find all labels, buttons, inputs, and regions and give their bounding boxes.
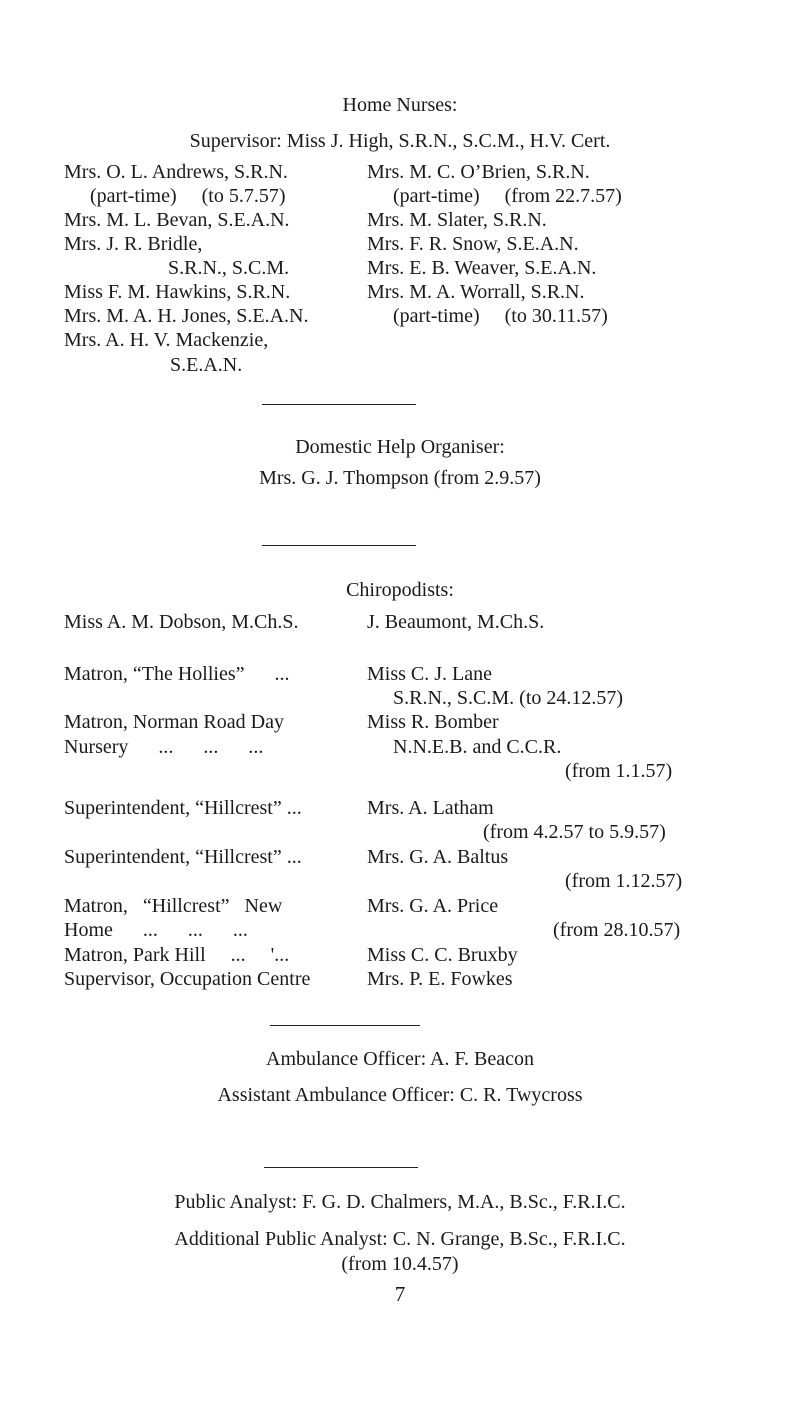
section-divider <box>270 1025 420 1026</box>
post-label: Home ... ... ... <box>64 919 248 941</box>
public-analyst: Public Analyst: F. G. D. Chalmers, M.A., B.Sc., F.R.I.C. <box>174 1191 626 1213</box>
post-holder: Miss R. Bomber <box>367 711 499 733</box>
nurse-line: (part-time) (from 22.7.57) <box>393 185 622 207</box>
additional-public-analyst: Additional Public Analyst: C. N. Grange, B.Sc., F.R.I.C. <box>174 1228 626 1250</box>
post-holder: Miss C. J. Lane <box>367 663 492 685</box>
chiropodist-right: J. Beaumont, M.Ch.S. <box>367 611 545 633</box>
additional-public-analyst-date: (from 10.4.57) <box>341 1253 459 1275</box>
post-label: Matron, Park Hill ... '... <box>64 944 290 966</box>
domestic-help-name: Mrs. G. J. Thompson (from 2.9.57) <box>259 467 541 489</box>
post-label: Matron, Norman Road Day <box>64 711 284 733</box>
post-holder: Mrs. P. E. Fowkes <box>367 968 513 990</box>
post-holder: Mrs. G. A. Price <box>367 895 499 917</box>
nurse-line: Mrs. E. B. Weaver, S.E.A.N. <box>367 257 597 279</box>
section-divider <box>262 404 416 405</box>
nurse-line: S.R.N., S.C.M. <box>168 257 290 279</box>
ambulance-officer: Ambulance Officer: A. F. Beacon <box>266 1048 534 1070</box>
post-holder: (from 1.12.57) <box>565 870 683 892</box>
nurse-line: Mrs. F. R. Snow, S.E.A.N. <box>367 233 579 255</box>
page-number: 7 <box>394 1282 406 1306</box>
nurse-line: Mrs. J. R. Bridle, <box>64 233 203 255</box>
post-holder: (from 4.2.57 to 5.9.57) <box>483 821 666 843</box>
domestic-help-heading: Domestic Help Organiser: <box>295 436 505 458</box>
post-holder: (from 28.10.57) <box>553 919 681 941</box>
nurse-line: Mrs. O. L. Andrews, S.R.N. <box>64 161 288 183</box>
post-label: Nursery ... ... ... <box>64 736 264 758</box>
post-holder: Mrs. G. A. Baltus <box>367 846 509 868</box>
nurse-line: Mrs. M. Slater, S.R.N. <box>367 209 547 231</box>
post-label: Matron, “The Hollies” ... <box>64 663 290 685</box>
nurse-line: Mrs. M. C. O’Brien, S.R.N. <box>367 161 590 183</box>
nurse-line: Miss F. M. Hawkins, S.R.N. <box>64 281 291 303</box>
home-nurses-supervisor: Supervisor: Miss J. High, S.R.N., S.C.M., H.V. Cert. <box>189 130 611 152</box>
home-nurses-heading: Home Nurses: <box>342 94 458 116</box>
nurse-line: Mrs. A. H. V. Mackenzie, <box>64 329 269 351</box>
post-label: Matron, “Hillcrest” New <box>64 895 283 917</box>
section-divider <box>262 545 416 546</box>
post-holder: S.R.N., S.C.M. (to 24.12.57) <box>393 687 624 709</box>
nurse-line: Mrs. M. L. Bevan, S.E.A.N. <box>64 209 290 231</box>
section-divider <box>264 1167 418 1168</box>
nurse-line: (part-time) (to 5.7.57) <box>90 185 286 207</box>
post-holder: N.N.E.B. and C.C.R. <box>393 736 562 758</box>
post-label: Supervisor, Occupation Centre <box>64 968 311 990</box>
post-holder: (from 1.1.57) <box>565 760 673 782</box>
assistant-ambulance-officer: Assistant Ambulance Officer: C. R. Twycross <box>217 1084 583 1106</box>
nurse-line: Mrs. M. A. H. Jones, S.E.A.N. <box>64 305 309 327</box>
nurse-line: Mrs. M. A. Worrall, S.R.N. <box>367 281 585 303</box>
post-holder: Miss C. C. Bruxby <box>367 944 518 966</box>
post-holder: Mrs. A. Latham <box>367 797 494 819</box>
post-label: Superintendent, “Hillcrest” ... <box>64 797 302 819</box>
post-label: Superintendent, “Hillcrest” ... <box>64 846 302 868</box>
chiropodist-left: Miss A. M. Dobson, M.Ch.S. <box>64 611 299 633</box>
nurse-line: S.E.A.N. <box>170 354 243 376</box>
chiropodists-heading: Chiropodists: <box>346 579 454 601</box>
nurse-line: (part-time) (to 30.11.57) <box>393 305 608 327</box>
